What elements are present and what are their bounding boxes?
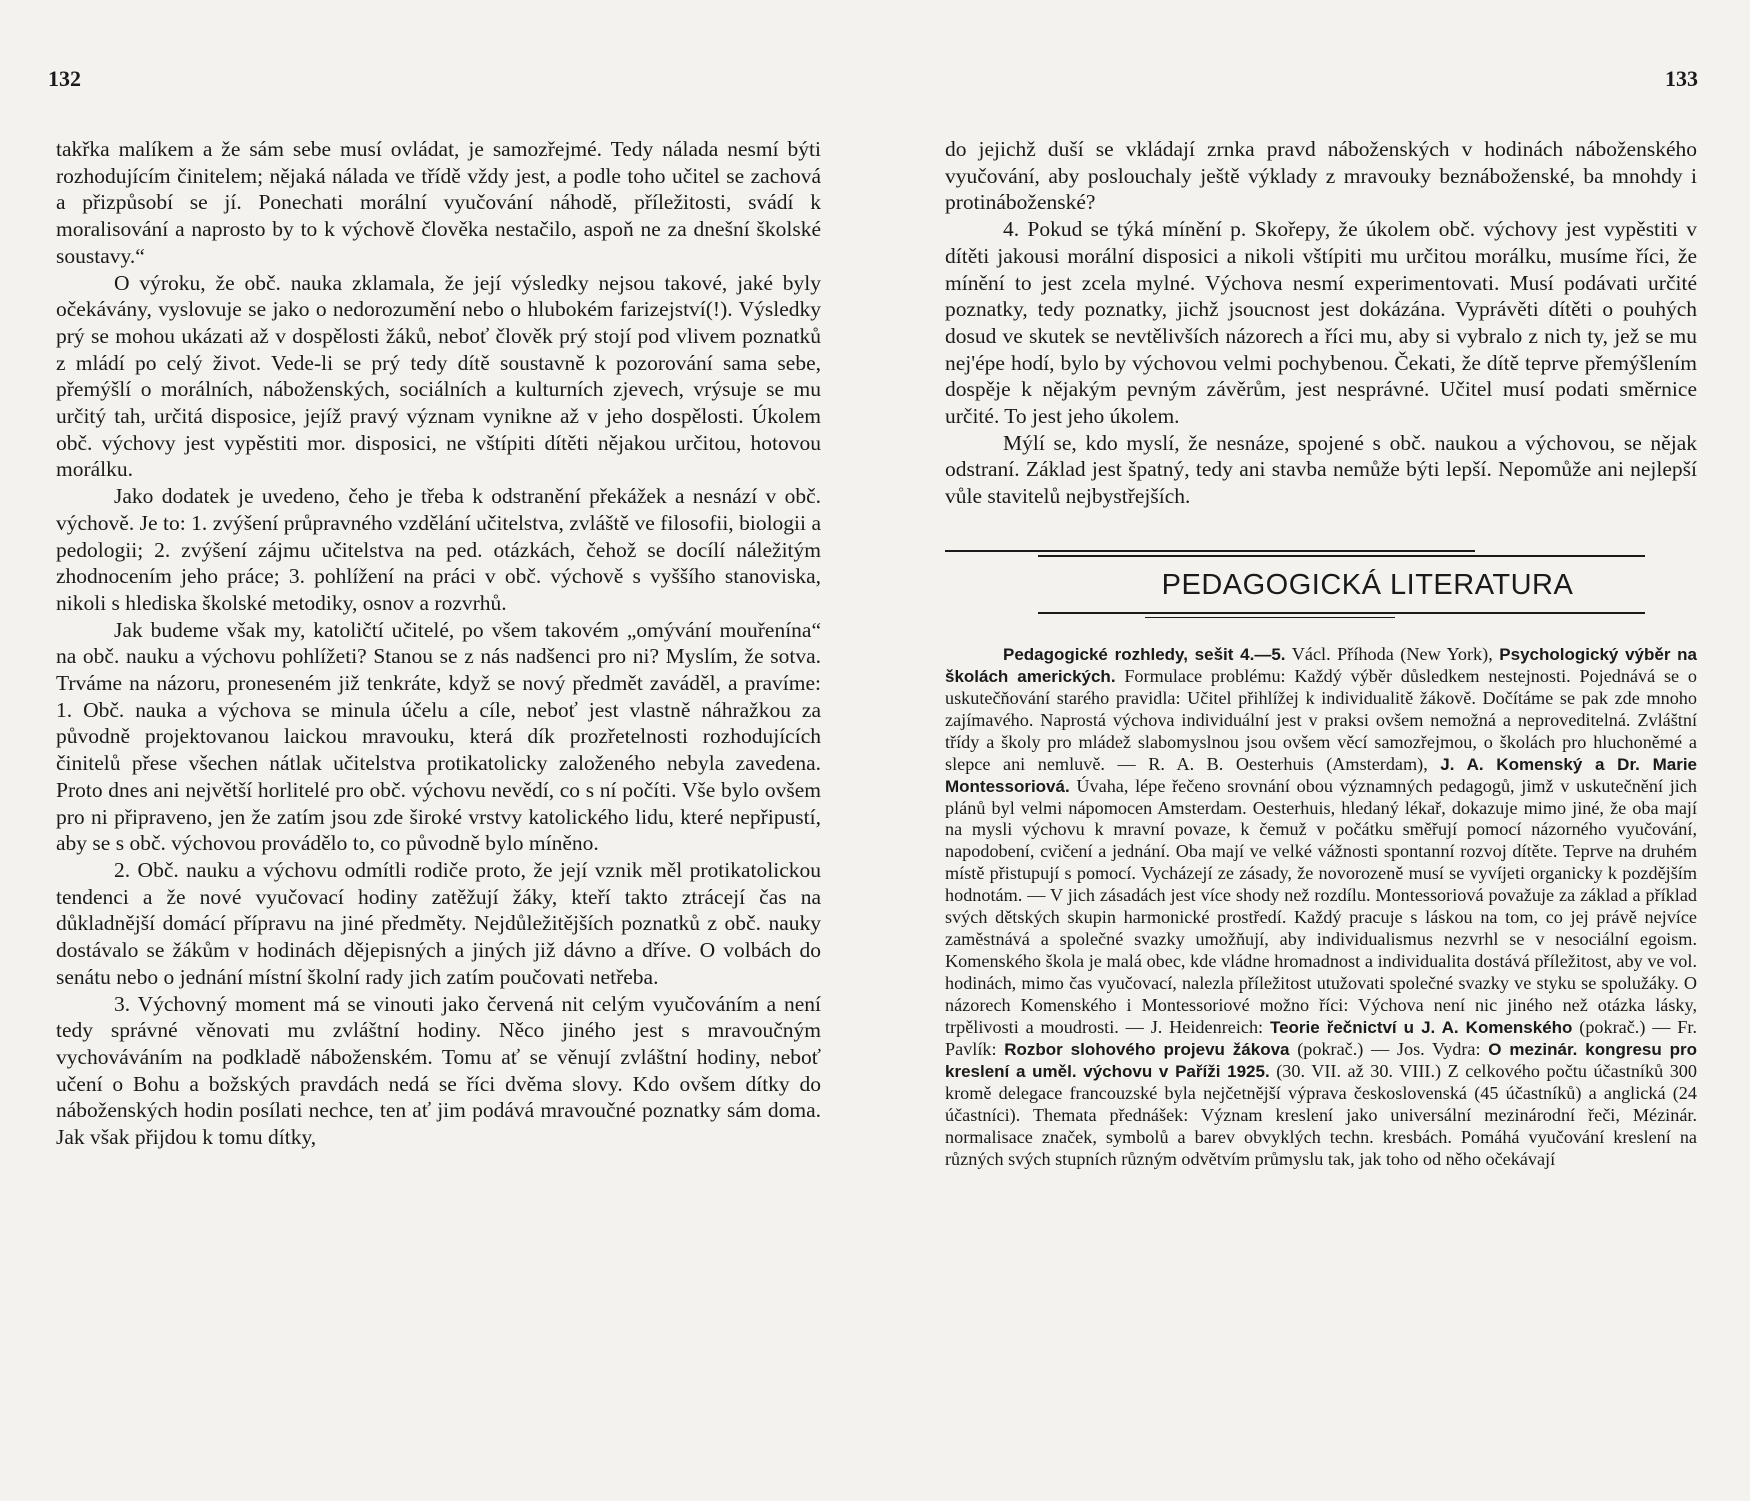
divider-rule [945, 550, 1475, 552]
divider-rule [1038, 612, 1645, 614]
literature-paragraph [945, 644, 1697, 1171]
page-number-left: 132 [48, 66, 81, 91]
text-run: Václ. Příhoda (New York), [1285, 643, 1500, 664]
article-title: O mezinár. kongresu pro kreslení a uměl. výchovu v Paříži 1925. [945, 1040, 1698, 1081]
section-heading: PEDAGOGICKÁ LITERATURA [1161, 568, 1574, 601]
paragraph: takřka malíkem a že sám sebe musí ovládat, je samozřejmé. Tedy nálada nesmí býti rozhodujícím činitelem; nějaká nálada ve třídě vždy jest, a podle toho učitel se zachová a přizpůsobí se jí. Ponechati morální vyučování náhodě, příležitosti, svádí k moralisování a naprosto by to k výchově člověka nestačilo, aspoň ne za dnešní školské soustavy.“ [56, 137, 821, 268]
paragraph: do jejichž duší se vkládají zrnka pravd náboženských v hodinách náboženského vyučování, aby poslouchaly ještě výklady z mravouky beznáboženské, ba mnohdy i protináboženské? [945, 137, 1697, 215]
article-title: Rozbor slohového projevu žákova [1004, 1040, 1290, 1059]
paragraph: O výroku, že obč. nauka zklamala, že její výsledky nejsou takové, jaké byly očekávány, vyslovuje se jako o nedorozumění nebo o hlubokém farizejství(!). Výsledky prý se mohou ukázati až v dospělosti žáků, neboť člověk prý stojí pod vlivem poznatků z mládí po celý život. Vede-li se prý tedy dítě soustavně k pozorování sama sebe, přemýšlí o morálních, náboženských, sociálních a kulturních zjevech, vrýsuje se mu určitý tah, určitá disposice, jejíž pravý význam vynikne až v jeho dospělosti. Úkolem obč. výchovy jest vypěstiti mor. disposici, ne vštípiti dítěti nějakou určitou, hotovou morálku. [56, 270, 821, 482]
article-title: J. A. Komenský a Dr. Marie Montessoriová. [945, 754, 1697, 796]
literature-review [945, 644, 1697, 1171]
right-page-text [945, 136, 1697, 510]
text-run: Formulace problému: Každý výběr důsledkem nestejnosti. Pojednává se o uskutečňování starého pravidla: Učitel přihlížej k individualitě žákově. Dočítáme se pak zde mnoho zajímavého. Naprostá výchova individuální jest v praksi ovšem nemožná a neproveditelná. Zvláštní třídy a školy pro mládež slabomyslnou jsou ovšem věcí samozřejmou, o školách pro hluchoněmé a slepce ani nemluvě. — R. A. B. Oesterhuis (Amsterdam), [945, 665, 1697, 774]
paragraph: 4. Pokud se týká mínění p. Skořepy, že úkolem obč. výchovy jest vypěstiti v dítěti jakousi morální disposici a nikoli vštípiti mu určitou morálku, musíme říci, že mínění to jest zcela mylné. Výchova nesmí experimentovati. Musí podávati určité poznatky, tedy poznatky, jichž jsoucnost jest dokázána. Vyprávěti dítěti o pouhých dosud ve skutek se nevtělivších názorech a říci mu, aby si vybralo z nich ty, jež se mu nej'épe hodí, bylo by výchovou velmi pochybenou. Čekati, že dítě teprve přemýšlením dospěje k nějakým pevným závěrům, jest nesprávné. Učitel musí podati směrnice určité. To jest jeho úkolem. [945, 217, 1697, 429]
page-number-right: 133 [1665, 66, 1698, 91]
paragraph: 3. Výchovný moment má se vinouti jako červená nit celým vyučováním a není tedy správné věnovati mu zvláštní hodiny. Něco jiného jest s mravoučným vychováváním na podkladě náboženském. Tomu ať se věnují zvláštní hodiny, neboť učení o Bohu a božských pravdách nedá se říci dvěma slovy. Kdo ovšem dítky do náboženských hodin posílati nechce, ten ať jim podává mravoučné poznatky sám doma. Jak však přijdou k tomu dítky, [56, 991, 821, 1150]
text-run: (30. VII. až 30. VIII.) Z celkového počtu účastníků 300 kromě delegace francouzské byla nejčetnější výprava československá (45 účastníků) a anglická (24 účastníci). Themata přednášek: Význam kreslení jako universální mezinárodní řeči, Mézinár. normalisace značek, symbolů a barev obvyklých techn. kresbách. Pomáhá vyučování kreslení na různých svých stupních různým odvětvím průmyslu tak, jak toho od něho očekávají [945, 1060, 1697, 1169]
text-run: (pokrač.) — Jos. Vydra: [1289, 1039, 1489, 1059]
left-page-body [56, 136, 821, 1151]
paragraph: Mýlí se, kdo myslí, že nesnáze, spojené s obč. naukou a výchovou, se nějak odstraní. Základ jest špatný, tedy ani stavba nemůže býti lepší. Nepomůže ani nejlepší vůle stavitelů nejbystřejších. [945, 430, 1697, 509]
section-heading-block [945, 550, 1697, 618]
text-run: (pokrač.) — Fr. Pavlík: [945, 1017, 1698, 1059]
paragraph: 2. Obč. nauku a výchovu odmítli rodiče proto, že její vznik měl protikatolickou tendenci a že nové vyučovací hodiny zatěžují žáky, kteří takto ztrácejí čas na důkladnější domácí přípravu na jiné předměty. Nejdůležitějších poznatků z obč. nauky dostávalo se žákům v hodinách dějepisných a jiných již dávno a dříve. O volbách do senátu nebo o jednání místní školní rady jich zatím poučovati netřeba. [56, 857, 821, 989]
divider-rule-short [1145, 617, 1395, 618]
article-title: Psychologický výběr na školách amerických. [945, 644, 1698, 686]
paragraph: Jako dodatek je uvedeno, čeho je třeba k odstranění překážek a nesnází v obč. výchově. Je to: 1. zvýšení průpravného vzdělání učitelstva, zvláště ve filosofii, biologii a pedologii; 2. zvýšení zájmu učitelstva na ped. otázkách, čehož se docílí náležitým zhodnocením jeho práce; 3. pohlížení na práci v obč. výchově s vyššího stanoviska, nikoli s hlediska školské metodiky, osnov a rozvrhů. [56, 484, 821, 615]
right-page-body [945, 136, 1697, 1171]
journal-title: Pedagogické rozhledy, sešit 4.—5. [1003, 644, 1286, 664]
article-title: Teorie řečnictví u J. A. Komenského [1269, 1018, 1573, 1038]
text-run: Úvaha, lépe řečeno srovnání obou významných pedagogů, jimž v uskutečnění jich plánů byl velmi nápomocen Amsterdam. Oesterhuis, hledaný lékař, dokazuje mimo jiné, že oba mají na mysli výchovu k mravní povaze, k čemuž v počátku směřují pomocí názorného vyučování, napodobení, cvičení a jednání. Oba mají ve velké vážnosti spontanní rozvoj dítěte. Teprve na druhém místě přistupují s pomocí. Vycházejí ze zásady, že novorozeně musí se vyvíjeti organicky k pozdějším hodnotám. — V jich zásadách jest více shody než rozdílu. Montessoriová považuje za základ a příklad svých dětských skupin harmonické prostředí. Každý pracuje s láskou na tom, co jej právě nejvíce zaměstnává a společné svazky umožňují, aby individualismus nezvrhl se v nesociální egoism. Komenského škola je malá obec, kde vládne hromadnost a individualita dostává příležitost, aby ve vol. hodinách, mimo čas vyučovací, nalezla příležitost utužovati společné svazky ve styku se spolužáky. O názorech Komenského i Montessoriové možno říci: Výchova není nic jiného než otázka lásky, trpělivosti a moudrosti. — J. Heidenreich: [945, 775, 1697, 1038]
paragraph: Jak budeme však my, katoličtí učitelé, po všem takovém „omývání mouřenína“ na obč. nauku a výchovu pohlížeti? Stanou se z nás nadšenci pro ni? Myslím, že sotva. Trváme na názoru, proneseném již tenkráte, když se nový předmět zaváděl, a pravíme: 1. Obč. nauka a výchova se minula účelu a cíle, neboť jest vlastně náhražkou za původně projektovanou laickou mravouku, která dík prozřetelnosti rozhodujících činitelů přese všechen nátlak učitelstva protikatolicky založeného nebyla zavedena. Proto dnes ani největší horlitelé pro obč. výchovu nevědí, co s ní počíti. Vše bylo ovšem pro ni připraveno, jen že zatím jsou zde široké vrstvy katolického lidu, které nepřipustí, aby se s obč. výchovou provádělo to, co původně bylo míněno. [56, 617, 821, 856]
